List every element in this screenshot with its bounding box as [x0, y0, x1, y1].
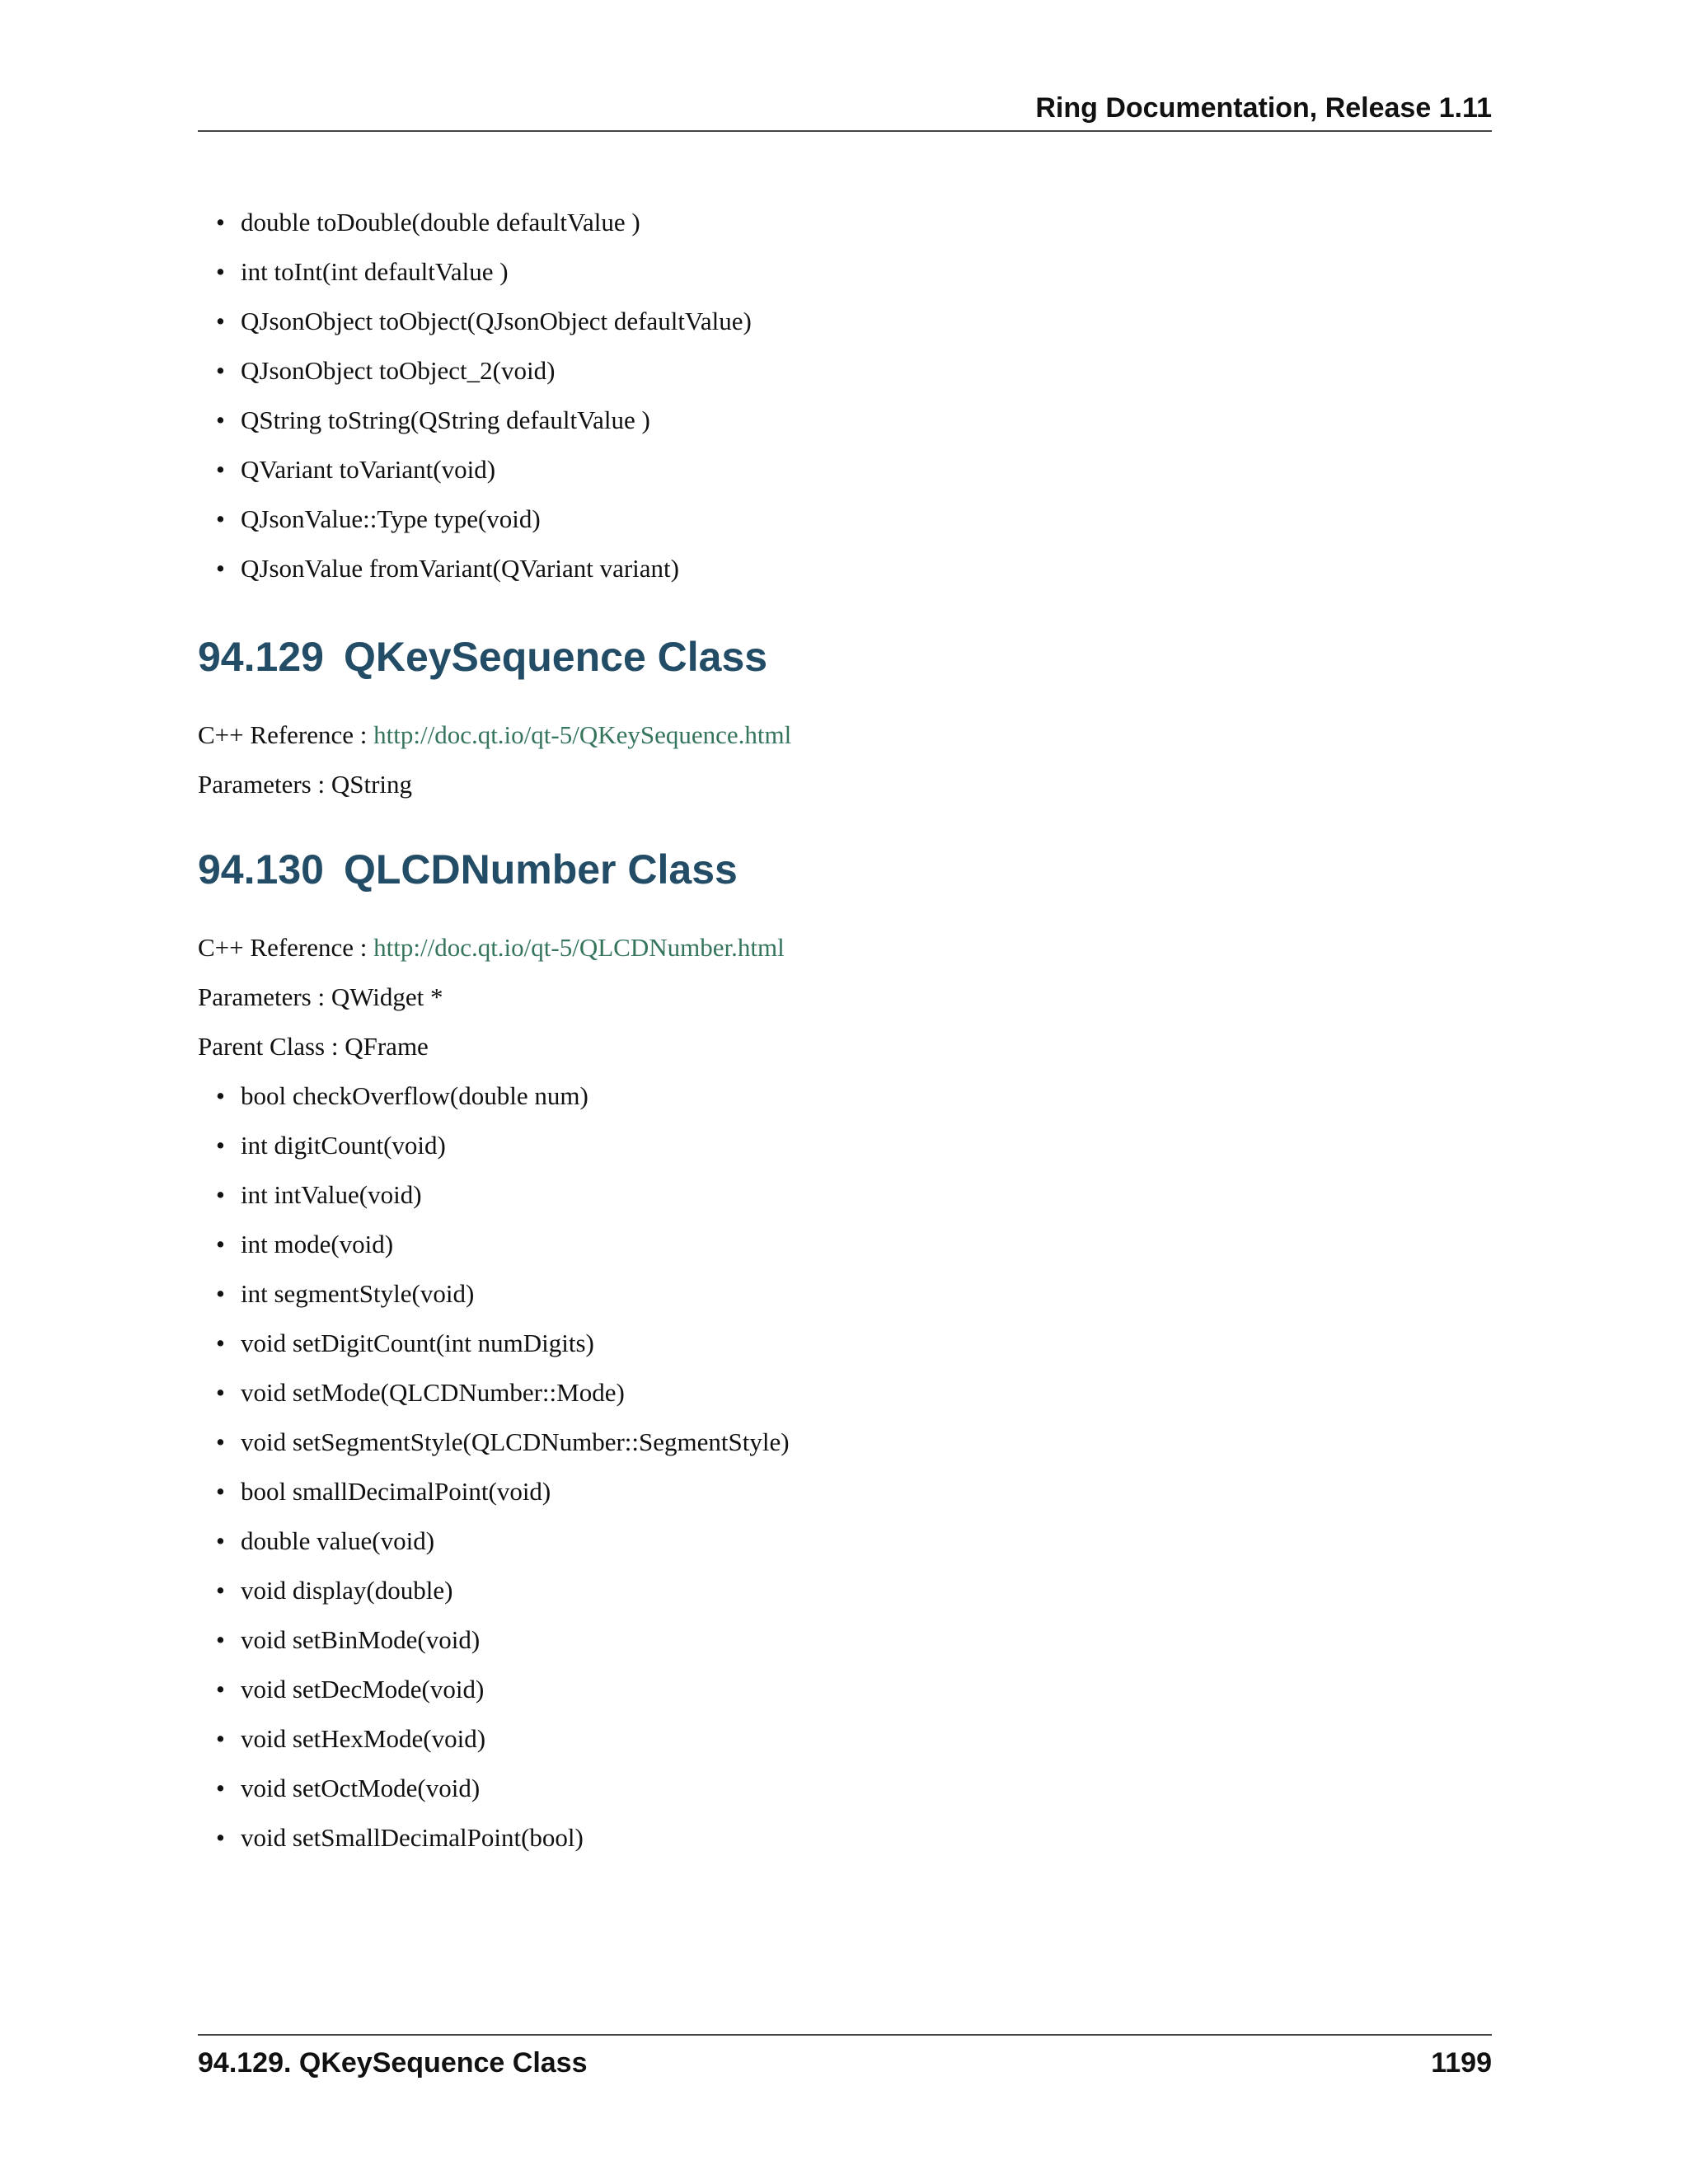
list-item: • QString toString(QString defaultValue ): [241, 396, 1492, 445]
section-title: QLCDNumber Class: [343, 846, 738, 893]
list-item: • void setMode(QLCDNumber::Mode): [241, 1368, 1492, 1418]
qjsonvalue-method-list: [198, 198, 1492, 593]
list-item: • void setHexMode(void): [241, 1714, 1492, 1764]
list-item: • void setBinMode(void): [241, 1615, 1492, 1665]
list-item: • void setDigitCount(int numDigits): [241, 1319, 1492, 1368]
page-number: 1199: [1431, 2047, 1492, 2079]
page-content: [198, 198, 1492, 1863]
cpp-reference-link[interactable]: http://doc.qt.io/qt-5/QLCDNumber.html: [373, 933, 785, 962]
document-title: Ring Documentation, Release 1.11: [1035, 92, 1492, 124]
list-item: • double value(void): [241, 1516, 1492, 1566]
list-item: • bool checkOverflow(double num): [241, 1071, 1492, 1121]
page-footer: [198, 2034, 1492, 2079]
list-item: • QJsonObject toObject_2(void): [241, 346, 1492, 396]
page-header: [198, 92, 1492, 132]
list-item: • int segmentStyle(void): [241, 1269, 1492, 1319]
qlcdnumber-method-list: [198, 1071, 1492, 1863]
list-item: • int intValue(void): [241, 1170, 1492, 1220]
list-item: • void setDecMode(void): [241, 1665, 1492, 1714]
list-item: • int mode(void): [241, 1220, 1492, 1269]
list-item: • int toInt(int defaultValue ): [241, 247, 1492, 297]
list-item: • bool smallDecimalPoint(void): [241, 1467, 1492, 1516]
list-item: • QJsonValue::Type type(void): [241, 494, 1492, 544]
list-item: • QJsonObject toObject(QJsonObject defaultValue): [241, 297, 1492, 346]
section-title: QKeySequence Class: [343, 634, 768, 680]
list-item: • int digitCount(void): [241, 1121, 1492, 1170]
list-item: • QJsonValue fromVariant(QVariant variant): [241, 544, 1492, 593]
list-item: • double toDouble(double defaultValue ): [241, 198, 1492, 247]
section-number: 94.130: [198, 846, 324, 893]
cpp-reference-link[interactable]: http://doc.qt.io/qt-5/QKeySequence.html: [373, 720, 792, 749]
list-item: • void setOctMode(void): [241, 1764, 1492, 1813]
parent-class-line: Parent Class : QFrame: [198, 1032, 429, 1061]
cpp-reference-label: C++ Reference :: [198, 933, 374, 962]
cpp-reference-line: [198, 923, 1492, 972]
list-item: • void setSmallDecimalPoint(bool): [241, 1813, 1492, 1863]
parameters-line: Parameters : QWidget *: [198, 982, 443, 1011]
list-item: • void setSegmentStyle(QLCDNumber::SegmentStyle): [241, 1418, 1492, 1467]
section-heading-qlcdnumber: [198, 846, 1492, 893]
cpp-reference-line: [198, 710, 1492, 760]
section-heading-qkeysequence: [198, 633, 1492, 681]
cpp-reference-label: C++ Reference :: [198, 720, 374, 749]
section-number: 94.129: [198, 634, 324, 680]
parameters-line: Parameters : QString: [198, 770, 413, 799]
list-item: • QVariant toVariant(void): [241, 445, 1492, 494]
list-item: • void display(double): [241, 1566, 1492, 1615]
footer-section-title: 94.129. QKeySequence Class: [198, 2047, 588, 2079]
